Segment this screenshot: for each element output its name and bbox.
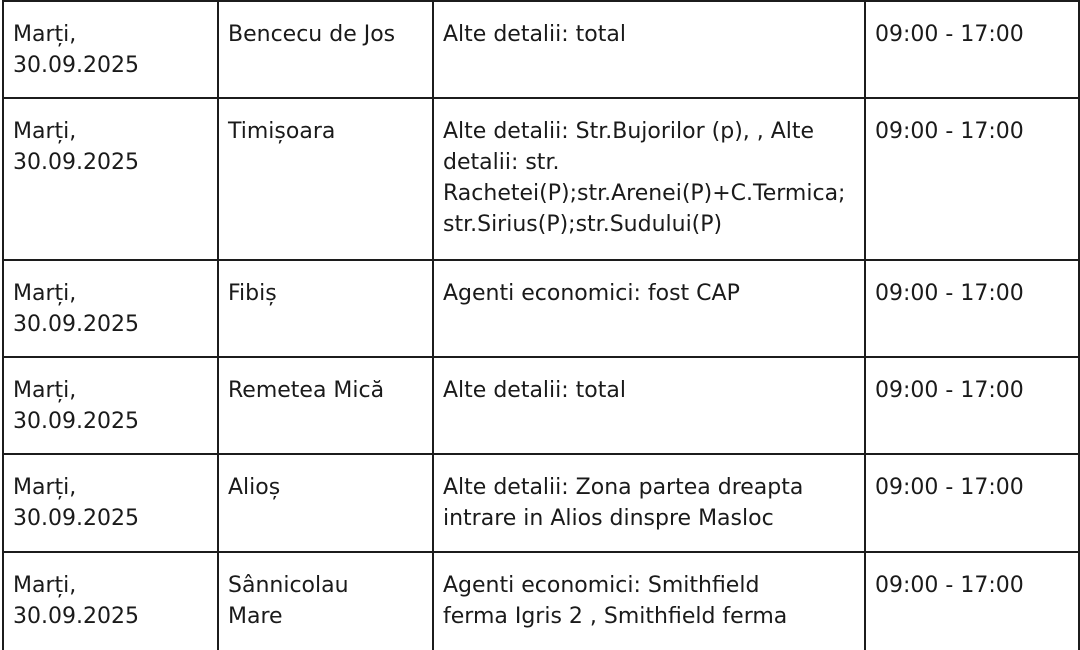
details-text: Rachetei(P);str.Arenei(P)+C.Termica; xyxy=(443,181,846,206)
locality-text: Alioș xyxy=(228,475,281,500)
interval-text: 09:00 - 17:00 xyxy=(875,573,1024,598)
interval-cell xyxy=(865,454,1079,552)
interval-cell xyxy=(865,357,1079,454)
locality-cell xyxy=(218,357,433,454)
date-cell xyxy=(3,260,218,357)
details-text: detalii: str. xyxy=(443,150,560,175)
interval-cell xyxy=(865,98,1079,260)
weekday-text: Marți, xyxy=(13,378,77,403)
date-cell xyxy=(3,1,218,98)
locality-text: Mare xyxy=(228,604,283,629)
locality-cell xyxy=(218,454,433,552)
locality-text: Sânnicolau xyxy=(228,573,349,598)
locality-text: Remetea Mică xyxy=(228,378,385,403)
interval-cell xyxy=(865,552,1079,650)
details-text: Alte detalii: Str.Bujorilor (p), , Alte xyxy=(443,119,815,144)
details-cell xyxy=(433,552,865,650)
interval-cell xyxy=(865,1,1079,98)
details-text: Agenti economici: fost CAP xyxy=(443,281,740,306)
date-text: 30.09.2025 xyxy=(13,150,139,175)
locality-text: Timișoara xyxy=(228,119,336,144)
details-cell xyxy=(433,260,865,357)
details-cell xyxy=(433,1,865,98)
locality-cell xyxy=(218,1,433,98)
table-row xyxy=(3,357,1079,454)
weekday-text: Marți, xyxy=(13,281,77,306)
locality-text: Fibiș xyxy=(228,281,277,306)
locality-cell xyxy=(218,98,433,260)
date-cell xyxy=(3,454,218,552)
table-row xyxy=(3,98,1079,260)
interval-cell xyxy=(865,260,1079,357)
table-row xyxy=(3,552,1079,650)
table-row xyxy=(3,260,1079,357)
details-cell xyxy=(433,98,865,260)
details-cell xyxy=(433,357,865,454)
date-text: 30.09.2025 xyxy=(13,409,139,434)
weekday-text: Marți, xyxy=(13,573,77,598)
interval-text: 09:00 - 17:00 xyxy=(875,475,1024,500)
table-row xyxy=(3,1,1079,98)
details-text: Alte detalii: Zona partea dreapta xyxy=(443,475,804,500)
locality-text: Bencecu de Jos xyxy=(228,22,396,47)
date-cell xyxy=(3,552,218,650)
details-cell xyxy=(433,454,865,552)
date-cell xyxy=(3,357,218,454)
interval-text: 09:00 - 17:00 xyxy=(875,22,1024,47)
details-text: Alte detalii: total xyxy=(443,378,626,403)
interval-text: 09:00 - 17:00 xyxy=(875,281,1024,306)
details-text: Alte detalii: total xyxy=(443,22,626,47)
details-text: intrare in Alios dinspre Masloc xyxy=(443,506,774,531)
date-text: 30.09.2025 xyxy=(13,53,139,78)
date-cell xyxy=(3,98,218,260)
locality-cell xyxy=(218,260,433,357)
details-text: ferma Igris 2 , Smithfield ferma xyxy=(443,604,788,629)
date-text: 30.09.2025 xyxy=(13,506,139,531)
weekday-text: Marți, xyxy=(13,119,77,144)
interval-text: 09:00 - 17:00 xyxy=(875,119,1024,144)
table-row xyxy=(3,454,1079,552)
locality-cell xyxy=(218,552,433,650)
weekday-text: Marți, xyxy=(13,475,77,500)
outage-schedule-table xyxy=(2,0,1080,650)
date-text: 30.09.2025 xyxy=(13,312,139,337)
weekday-text: Marți, xyxy=(13,22,77,47)
date-text: 30.09.2025 xyxy=(13,604,139,629)
details-text: Agenti economici: Smithfield xyxy=(443,573,760,598)
details-text: str.Sirius(P);str.Sudului(P) xyxy=(443,212,723,237)
interval-text: 09:00 - 17:00 xyxy=(875,378,1024,403)
